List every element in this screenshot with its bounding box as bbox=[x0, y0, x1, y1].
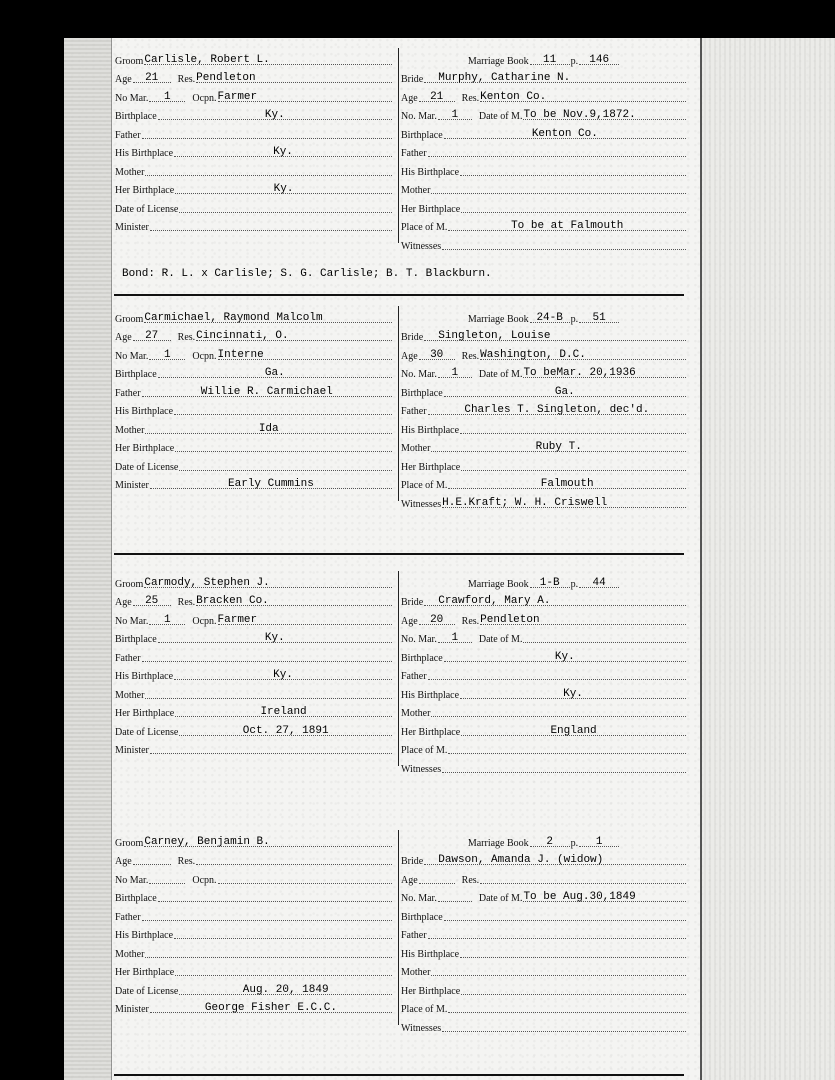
bride-no-mar: 1 bbox=[451, 367, 459, 379]
groom-row bbox=[115, 306, 393, 325]
bride-no-mar-label: No. Mar. bbox=[401, 369, 437, 380]
minister-row bbox=[115, 997, 393, 1016]
bride-no-mar-label: No. Mar. bbox=[401, 893, 437, 904]
bride-father-row bbox=[401, 141, 687, 160]
place-of-m-label: Place of M. bbox=[401, 480, 448, 491]
her-birthplace-row bbox=[115, 960, 393, 979]
bride-birthplace-label: Birthplace bbox=[401, 652, 443, 664]
groom-column bbox=[115, 306, 393, 491]
date-of-license: Aug. 20, 1849 bbox=[242, 983, 329, 996]
groom-age: 25 bbox=[145, 595, 159, 607]
bride-birthplace: Ky. bbox=[554, 650, 575, 663]
groom-her-birthplace: Ky. bbox=[273, 183, 294, 195]
groom-label: Groom bbox=[115, 55, 144, 67]
marriage-book-page: 146 bbox=[589, 53, 610, 66]
ocpn-label: Ocpn. bbox=[192, 350, 217, 362]
marriage-book-row bbox=[401, 48, 687, 67]
bride-no-mar-label: No. Mar. bbox=[401, 111, 437, 122]
mother-row bbox=[115, 682, 393, 701]
margin-rule-right bbox=[700, 38, 702, 1080]
bride-no-mar-row bbox=[401, 104, 687, 123]
witnesses-names: H.E.Kraft; W. H. Criswell bbox=[442, 496, 608, 509]
bride-mother-label: Mother bbox=[401, 185, 431, 196]
father-label: Father bbox=[115, 911, 141, 923]
father-row bbox=[115, 122, 393, 141]
ocpn-label: Ocpn. bbox=[192, 615, 217, 627]
date-of-license-row bbox=[115, 719, 393, 738]
place-of-m-label: Place of M. bbox=[401, 222, 448, 233]
mother-row bbox=[115, 159, 393, 178]
bride-mother-row bbox=[401, 178, 687, 197]
groom-column bbox=[115, 571, 393, 756]
record-separator bbox=[114, 294, 684, 296]
bride-column bbox=[401, 571, 687, 775]
bride-res-label: Res. bbox=[461, 615, 480, 627]
groom-name: Carney, Benjamin B. bbox=[144, 835, 270, 848]
bond-line: Bond: R. L. x Carlisle; S. G. Carlisle; B. T. Blackburn. bbox=[122, 268, 492, 280]
page-label: p. bbox=[570, 837, 579, 849]
date-of-m-label: Date of M. bbox=[478, 893, 523, 904]
groom-name: Carmichael, Raymond Malcolm bbox=[144, 311, 323, 324]
bride-mother-row bbox=[401, 960, 687, 979]
age-label: Age bbox=[115, 597, 132, 608]
bride-birthplace: Ga. bbox=[554, 385, 575, 398]
date-of-license: Oct. 27, 1891 bbox=[242, 724, 329, 737]
bride-birthplace: Kenton Co. bbox=[531, 127, 598, 140]
age-label: Age bbox=[115, 332, 132, 343]
groom-his-birthplace: Ky. bbox=[273, 146, 293, 158]
minister-row bbox=[115, 738, 393, 757]
bride-column bbox=[401, 830, 687, 1034]
bride-age-row bbox=[401, 85, 687, 104]
date-of-license-label: Date of License bbox=[115, 461, 179, 473]
column-divider bbox=[398, 48, 399, 243]
groom-name: Carlisle, Robert L. bbox=[144, 53, 270, 66]
birthplace-label: Birthplace bbox=[115, 634, 157, 645]
marriage-book-label: Marriage Book bbox=[467, 55, 529, 67]
bride-her-birthplace: England bbox=[550, 724, 597, 737]
bride-mother-row bbox=[401, 436, 687, 455]
birthplace-row bbox=[115, 362, 393, 381]
page-label: p. bbox=[570, 55, 579, 67]
bride-his-birthplace-label: His Birthplace bbox=[401, 166, 460, 178]
witnesses-row bbox=[401, 491, 687, 510]
her-birthplace-label: Her Birthplace bbox=[115, 967, 175, 978]
no-mar-row bbox=[115, 608, 393, 627]
age-label: Age bbox=[115, 856, 132, 867]
birthplace-row bbox=[115, 627, 393, 646]
mother-row bbox=[115, 417, 393, 436]
groom-birthplace: Ky. bbox=[264, 109, 285, 121]
date-of-m-label: Date of M. bbox=[478, 369, 523, 380]
bride-age: 30 bbox=[430, 348, 444, 361]
no-mar-label: No Mar. bbox=[115, 350, 149, 362]
marriage-book-page: 44 bbox=[592, 576, 606, 589]
bride-her-birthplace-row bbox=[401, 454, 687, 473]
groom-column bbox=[115, 830, 393, 1015]
date-of-m-label: Date of M. bbox=[478, 111, 523, 122]
witnesses-label: Witnesses bbox=[401, 1022, 442, 1034]
bride-her-birthplace-row bbox=[401, 719, 687, 738]
her-birthplace-row bbox=[115, 178, 393, 197]
place-of-marriage: Falmouth bbox=[540, 478, 594, 490]
his-birthplace-label: His Birthplace bbox=[115, 406, 174, 417]
bride-label: Bride bbox=[401, 74, 424, 85]
mother-label: Mother bbox=[115, 948, 145, 960]
column-divider bbox=[398, 830, 399, 1025]
groom-birthplace: Ga. bbox=[264, 367, 285, 379]
bride-res-label: Res. bbox=[461, 874, 480, 886]
his-birthplace-row bbox=[115, 141, 393, 160]
witnesses-label: Witnesses bbox=[401, 763, 442, 775]
bride-age: 21 bbox=[430, 90, 444, 103]
groom-mother: Ida bbox=[258, 422, 279, 435]
bride-column bbox=[401, 48, 687, 252]
bride-his-birthplace-label: His Birthplace bbox=[401, 689, 460, 701]
date-of-license-label: Date of License bbox=[115, 985, 179, 997]
scan-margin-left bbox=[64, 38, 112, 1080]
bride-no-mar: 1 bbox=[451, 109, 459, 121]
father-label: Father bbox=[115, 129, 141, 141]
mother-label: Mother bbox=[115, 166, 145, 178]
his-birthplace-row bbox=[115, 664, 393, 683]
bride-no-mar: 1 bbox=[451, 632, 459, 644]
minister-name: George Fisher E.C.C. bbox=[204, 1002, 337, 1014]
bride-mother-label: Mother bbox=[401, 443, 431, 454]
bride-her-birthplace-label: Her Birthplace bbox=[401, 726, 461, 738]
bride-res-label: Res. bbox=[461, 92, 480, 104]
date-of-marriage: To be Aug.30,1849 bbox=[523, 891, 636, 903]
her-birthplace-row bbox=[115, 436, 393, 455]
bride-residence: Pendleton bbox=[480, 613, 540, 626]
father-label: Father bbox=[115, 652, 141, 664]
bride-row bbox=[401, 325, 687, 344]
date-of-license-label: Date of License bbox=[115, 203, 179, 215]
marriage-book-row bbox=[401, 830, 687, 849]
place-of-m-label: Place of M. bbox=[401, 1004, 448, 1015]
bride-label: Bride bbox=[401, 597, 424, 608]
mother-label: Mother bbox=[115, 689, 145, 701]
minister-row bbox=[115, 215, 393, 234]
bride-no-mar-row bbox=[401, 362, 687, 381]
place-of-m-row bbox=[401, 738, 687, 757]
marriage-book-number: 1-B bbox=[539, 576, 560, 589]
bride-name: Murphy, Catharine N. bbox=[438, 72, 571, 84]
groom-his-birthplace: Ky. bbox=[273, 669, 293, 681]
bride-father-row bbox=[401, 664, 687, 683]
date-of-license-row bbox=[115, 454, 393, 473]
marriage-book-page: 1 bbox=[595, 835, 603, 848]
bride-her-birthplace-row bbox=[401, 978, 687, 997]
her-birthplace-row bbox=[115, 701, 393, 720]
groom-age: 27 bbox=[145, 330, 159, 342]
father-label: Father bbox=[115, 387, 141, 399]
date-of-marriage: To beMar. 20,1936 bbox=[523, 367, 636, 379]
bride-his-birthplace: Ky. bbox=[563, 687, 583, 700]
bride-label: Bride bbox=[401, 856, 424, 867]
place-of-m-row bbox=[401, 473, 687, 492]
page-label: p. bbox=[570, 313, 579, 325]
res-label: Res. bbox=[177, 856, 196, 867]
no-mar-row bbox=[115, 85, 393, 104]
groom-occupation: Farmer bbox=[217, 613, 258, 626]
res-label: Res. bbox=[177, 332, 196, 343]
groom-residence: Bracken Co. bbox=[196, 595, 269, 607]
marriage-book-number: 24-B bbox=[536, 311, 563, 324]
groom-label: Groom bbox=[115, 578, 144, 590]
date-of-license-row bbox=[115, 196, 393, 215]
minister-label: Minister bbox=[115, 1004, 149, 1015]
no-mar-row bbox=[115, 867, 393, 886]
marriage-book-label: Marriage Book bbox=[467, 578, 529, 590]
groom-row bbox=[115, 48, 393, 67]
bride-his-birthplace-row bbox=[401, 417, 687, 436]
groom-age: 21 bbox=[145, 72, 159, 84]
his-birthplace-label: His Birthplace bbox=[115, 671, 174, 682]
bride-no-mar-row bbox=[401, 627, 687, 646]
place-of-m-row bbox=[401, 997, 687, 1016]
groom-occupation: Farmer bbox=[217, 90, 258, 103]
birthplace-label: Birthplace bbox=[115, 111, 157, 122]
date-of-license-row bbox=[115, 978, 393, 997]
no-mar-label: No Mar. bbox=[115, 92, 149, 104]
scan-margin-right bbox=[701, 38, 835, 1080]
bride-column bbox=[401, 306, 687, 510]
marriage-book-label: Marriage Book bbox=[467, 313, 529, 325]
mother-label: Mother bbox=[115, 424, 145, 436]
no-mar-label: No Mar. bbox=[115, 615, 149, 627]
bride-birthplace-row bbox=[401, 904, 687, 923]
marriage-book-label: Marriage Book bbox=[467, 837, 529, 849]
bride-her-birthplace-label: Her Birthplace bbox=[401, 985, 461, 997]
bride-residence: Washington, D.C. bbox=[480, 348, 586, 361]
groom-row bbox=[115, 830, 393, 849]
bride-his-birthplace-row bbox=[401, 682, 687, 701]
groom-no-mar: 1 bbox=[164, 90, 171, 103]
father-row bbox=[115, 645, 393, 664]
bride-mother: Ruby T. bbox=[535, 441, 582, 453]
bride-father-row bbox=[401, 399, 687, 418]
bride-birthplace-row bbox=[401, 645, 687, 664]
witnesses-label: Witnesses bbox=[401, 240, 442, 252]
groom-label: Groom bbox=[115, 837, 144, 849]
marriage-book-number: 11 bbox=[543, 53, 557, 66]
bride-her-birthplace-row bbox=[401, 196, 687, 215]
bride-row bbox=[401, 849, 687, 868]
bride-age-label: Age bbox=[401, 615, 418, 627]
bride-birthplace-label: Birthplace bbox=[401, 129, 443, 141]
bride-residence: Kenton Co. bbox=[480, 90, 547, 103]
minister-label: Minister bbox=[115, 480, 149, 491]
place-of-marriage: To be at Falmouth bbox=[511, 220, 624, 232]
birthplace-row bbox=[115, 886, 393, 905]
bride-father: Charles T. Singleton, dec'd. bbox=[464, 404, 650, 416]
res-label: Res. bbox=[177, 597, 196, 608]
bride-no-mar-row bbox=[401, 886, 687, 905]
groom-no-mar: 1 bbox=[164, 613, 171, 626]
bride-mother-row bbox=[401, 701, 687, 720]
marriage-book-row bbox=[401, 571, 687, 590]
his-birthplace-label: His Birthplace bbox=[115, 930, 174, 941]
groom-occupation: Interne bbox=[217, 348, 264, 361]
witnesses-label: Witnesses bbox=[401, 498, 442, 510]
bride-his-birthplace-row bbox=[401, 941, 687, 960]
witnesses-row bbox=[401, 756, 687, 775]
bride-his-birthplace-row bbox=[401, 159, 687, 178]
age-row bbox=[115, 325, 393, 344]
groom-name: Carmody, Stephen J. bbox=[144, 576, 270, 589]
bride-name: Crawford, Mary A. bbox=[438, 595, 551, 607]
bride-row bbox=[401, 590, 687, 609]
bride-mother-label: Mother bbox=[401, 967, 431, 978]
no-mar-label: No Mar. bbox=[115, 874, 149, 886]
birthplace-label: Birthplace bbox=[115, 369, 157, 380]
minister-label: Minister bbox=[115, 222, 149, 233]
marriage-book-row bbox=[401, 306, 687, 325]
age-row bbox=[115, 849, 393, 868]
bride-age-label: Age bbox=[401, 350, 418, 362]
bride-birthplace-label: Birthplace bbox=[401, 911, 443, 923]
marriage-book-number: 2 bbox=[546, 835, 553, 848]
date-of-marriage: To be Nov.9,1872. bbox=[523, 109, 636, 121]
bride-row bbox=[401, 67, 687, 86]
bride-age-label: Age bbox=[401, 874, 418, 886]
column-divider bbox=[398, 571, 399, 766]
age-label: Age bbox=[115, 74, 132, 85]
bride-father-row bbox=[401, 923, 687, 942]
bride-mother-label: Mother bbox=[401, 708, 431, 719]
groom-row bbox=[115, 571, 393, 590]
father-row bbox=[115, 380, 393, 399]
bride-birthplace-row bbox=[401, 380, 687, 399]
his-birthplace-row bbox=[115, 923, 393, 942]
mother-row bbox=[115, 941, 393, 960]
groom-residence: Pendleton bbox=[196, 72, 256, 84]
minister-label: Minister bbox=[115, 745, 149, 756]
groom-birthplace: Ky. bbox=[264, 632, 285, 644]
bride-age: 20 bbox=[430, 613, 444, 626]
bride-age-label: Age bbox=[401, 92, 418, 104]
bride-res-label: Res. bbox=[461, 350, 480, 362]
bride-label: Bride bbox=[401, 332, 424, 343]
res-label: Res. bbox=[177, 74, 196, 85]
page-label: p. bbox=[570, 578, 579, 590]
bride-age-row bbox=[401, 343, 687, 362]
bride-name: Dawson, Amanda J. (widow) bbox=[438, 854, 604, 866]
his-birthplace-label: His Birthplace bbox=[115, 148, 174, 159]
bride-his-birthplace-label: His Birthplace bbox=[401, 424, 460, 436]
place-of-m-row bbox=[401, 215, 687, 234]
age-row bbox=[115, 590, 393, 609]
bride-birthplace-row bbox=[401, 122, 687, 141]
groom-father: Willie R. Carmichael bbox=[200, 385, 333, 398]
bride-his-birthplace-label: His Birthplace bbox=[401, 948, 460, 960]
bride-father-label: Father bbox=[401, 148, 427, 159]
marriage-book-page: 51 bbox=[592, 311, 606, 324]
groom-residence: Cincinnati, O. bbox=[196, 330, 289, 342]
groom-her-birthplace: Ireland bbox=[260, 706, 307, 718]
column-divider bbox=[398, 306, 399, 501]
groom-label: Groom bbox=[115, 313, 144, 325]
groom-column bbox=[115, 48, 393, 233]
his-birthplace-row bbox=[115, 399, 393, 418]
record-sheet bbox=[64, 38, 835, 1080]
witnesses-row bbox=[401, 1015, 687, 1034]
minister-name: Early Cummins bbox=[228, 478, 314, 490]
record-separator bbox=[114, 553, 684, 555]
age-row bbox=[115, 67, 393, 86]
bride-her-birthplace-label: Her Birthplace bbox=[401, 461, 461, 473]
date-of-m-label: Date of M. bbox=[478, 634, 523, 645]
bride-her-birthplace-label: Her Birthplace bbox=[401, 203, 461, 215]
record-separator bbox=[114, 1074, 684, 1076]
bride-age-row bbox=[401, 867, 687, 886]
bride-father-label: Father bbox=[401, 406, 427, 417]
bride-age-row bbox=[401, 608, 687, 627]
no-mar-row bbox=[115, 343, 393, 362]
ocpn-label: Ocpn. bbox=[192, 874, 217, 886]
bride-no-mar-label: No. Mar. bbox=[401, 634, 437, 645]
ocpn-label: Ocpn. bbox=[192, 92, 217, 104]
bride-name: Singleton, Louise bbox=[438, 330, 551, 342]
her-birthplace-label: Her Birthplace bbox=[115, 185, 175, 196]
margin-rule-left bbox=[111, 38, 112, 1080]
place-of-m-label: Place of M. bbox=[401, 745, 448, 756]
date-of-license-label: Date of License bbox=[115, 726, 179, 738]
minister-row bbox=[115, 473, 393, 492]
birthplace-label: Birthplace bbox=[115, 893, 157, 904]
father-row bbox=[115, 904, 393, 923]
birthplace-row bbox=[115, 104, 393, 123]
her-birthplace-label: Her Birthplace bbox=[115, 708, 175, 719]
bride-birthplace-label: Birthplace bbox=[401, 387, 443, 399]
bride-father-label: Father bbox=[401, 671, 427, 682]
witnesses-row bbox=[401, 233, 687, 252]
groom-no-mar: 1 bbox=[164, 348, 171, 361]
bride-father-label: Father bbox=[401, 930, 427, 941]
her-birthplace-label: Her Birthplace bbox=[115, 443, 175, 454]
